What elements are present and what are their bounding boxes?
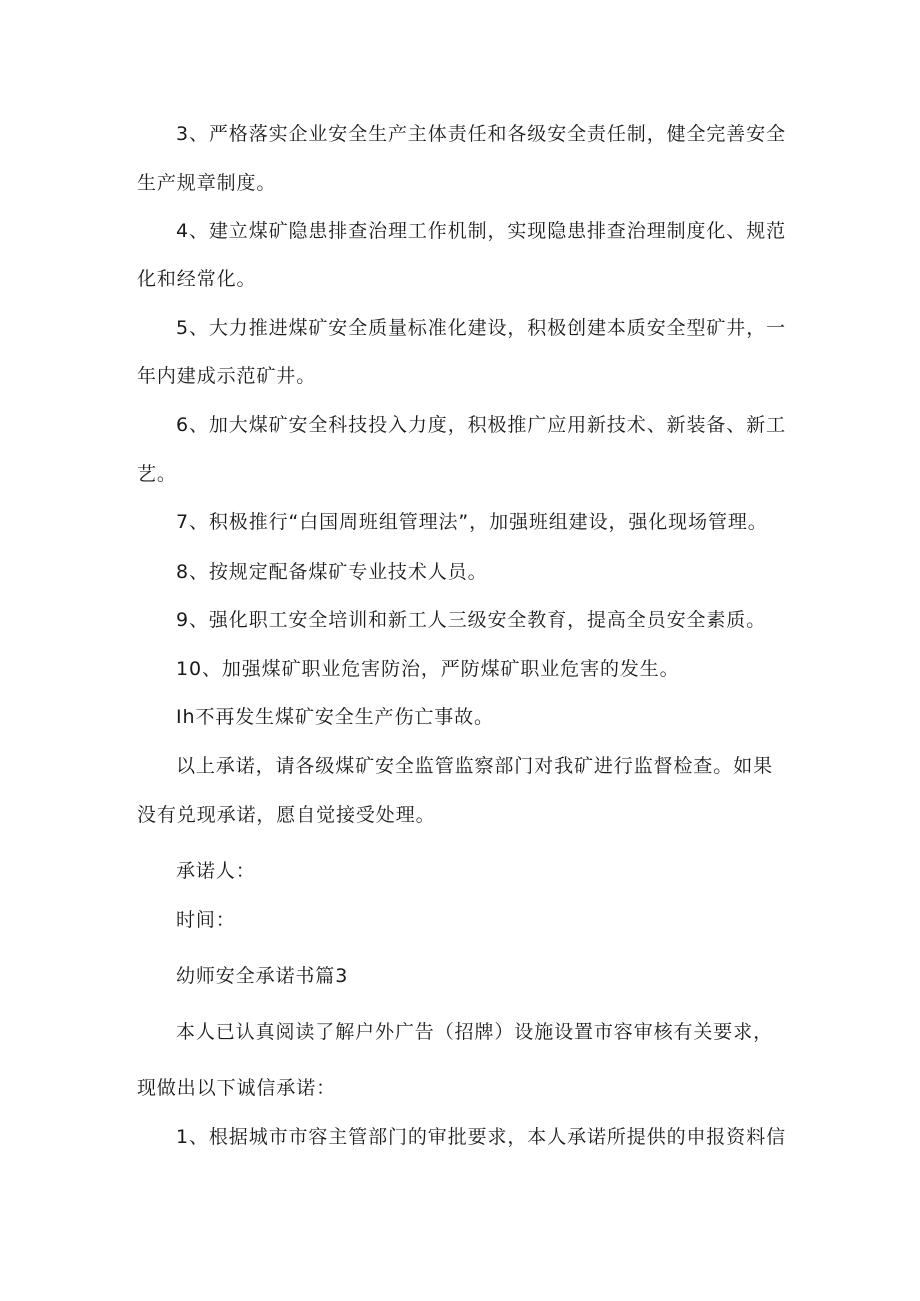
date-label: 时间： (176, 909, 236, 931)
item-5-line-2: 年内建成示范矿井。 (137, 365, 317, 387)
closing-paragraph-line-1: 以上承诺，请各级煤矿安全监管监察部门对我矿进行监督检查。如果 (176, 755, 774, 777)
item-11: Ih不再发生煤矿安全生产伤亡事故。 (176, 706, 494, 728)
item-9: 9、强化职工安全培训和新工人三级安全教育，提高全员安全素质。 (176, 609, 767, 631)
intro-paragraph-line-1: 本人已认真阅读了解户外广告（招牌）设施设置市容审核有关要求， (176, 1021, 774, 1043)
item-4-line-1: 4、建立煤矿隐患排查治理工作机制，实现隐患排查治理制度化、规范 (176, 220, 786, 242)
item-7: 7、积极推行“白国周班组管理法”，加强班组建设，强化现场管理。 (176, 511, 768, 533)
signatory-label: 承诺人： (176, 860, 256, 882)
item-6-line-2: 艺。 (137, 463, 177, 485)
section-heading: 幼师安全承诺书篇3 (176, 965, 349, 987)
item-6-line-1: 6、加大煤矿安全科技投入力度，积极推广应用新技术、新装备、新工 (176, 414, 786, 436)
closing-paragraph-line-2: 没有兑现承诺，愿自觉接受处理。 (137, 804, 436, 826)
item-8: 8、按规定配备煤矿专业技术人员。 (176, 561, 488, 583)
pledge-item-1: 1、根据城市市容主管部门的审批要求，本人承诺所提供的申报资料信 (176, 1126, 786, 1148)
item-4-line-2: 化和经常化。 (137, 268, 257, 290)
item-3-line-1: 3、严格落实企业安全生产主体责任和各级安全责任制，健全完善安全 (176, 123, 786, 145)
item-3-line-2: 生产规章制度。 (137, 172, 277, 194)
intro-paragraph-line-2: 现做出以下诚信承诺： (137, 1077, 337, 1099)
item-5-line-1: 5、大力推进煤矿安全质量标准化建设，积极创建本质安全型矿井，一 (176, 317, 786, 339)
item-10: 10、加强煤矿职业危害防治，严防煤矿职业危害的发生。 (176, 658, 680, 680)
